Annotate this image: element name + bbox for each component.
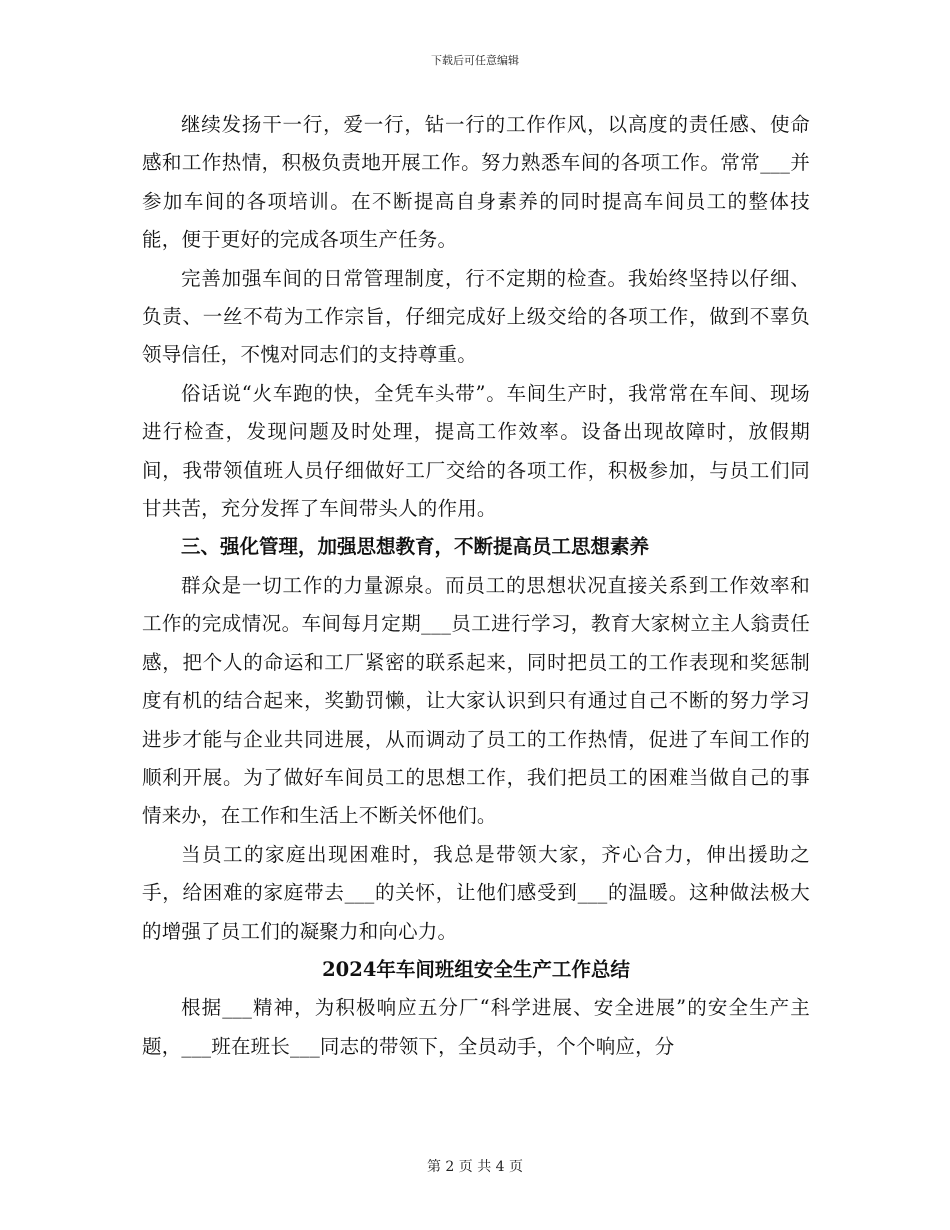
paragraph-2: 完善加强车间的日常管理制度，行不定期的检查。我始终坚持以仔细、负责、一丝不苟为工作宗旨，仔细完成好上级交给的各项工作，做到不辜负领导信任，不愧对同志们的支持尊重。	[142, 266, 810, 367]
document-body	[142, 106, 810, 1066]
paragraph-3: 俗话说“火车跑的快，全凭车头带”。车间生产时，我常常在车间、现场进行检查，发现问题及时处理，提高工作效率。设备出现故障时，放假期间，我带领值班人员仔细做好工厂交给的各项工作，积极参加，与员工们同甘共苦，充分发挥了车间带头人的作用。	[142, 381, 810, 521]
header-note: 下载后可任意编辑	[431, 54, 519, 67]
document-title: 2024年车间班组安全生产工作总结	[322, 957, 630, 981]
paragraph-4: 群众是一切工作的力量源泉。而员工的思想状况直接关系到工作效率和工作的完成情况。车间每月定期___员工进行学习，教育大家树立主人翁责任感，把个人的命运和工厂紧密的联系起来，同时把员工的工作表现和奖惩制度有机的结合起来，奖勤罚懒，让大家认识到只有通过自己不断的努力学习进步才能与企业共同进展，从而调动了员工的工作热情，促进了车间工作的顺利开展。为了做好车间员工的思想工作，我们把员工的困难当做自己的事情来办，在工作和生活上不断关怀他们。	[142, 573, 810, 828]
paragraph-1: 继续发扬干一行，爱一行，钻一行的工作作风，以高度的责任感、使命感和工作热情，积极负责地开展工作。努力熟悉车间的各项工作。常常___并参加车间的各项培训。在不断提高自身素养的同时提高车间员工的整体技能，便于更好的完成各项生产任务。	[142, 113, 810, 252]
paragraph-5: 当员工的家庭出现困难时，我总是带领大家，齐心合力，伸出援助之手，给困难的家庭带去___的关怀，让他们感受到___的温暖。这种做法极大的增强了员工们的凝聚力和向心力。	[142, 842, 810, 943]
page-number: 第 2 页 共 4 页	[426, 1159, 524, 1175]
paragraph-6: 根据___精神，为积极响应五分厂“科学进展、安全进展”的安全生产主题，___班在班长___同志的带领下，全员动手，个个响应，分	[142, 996, 810, 1058]
section-heading: 三、强化管理，加强思想教育，不断提高员工思想素养	[181, 535, 650, 559]
